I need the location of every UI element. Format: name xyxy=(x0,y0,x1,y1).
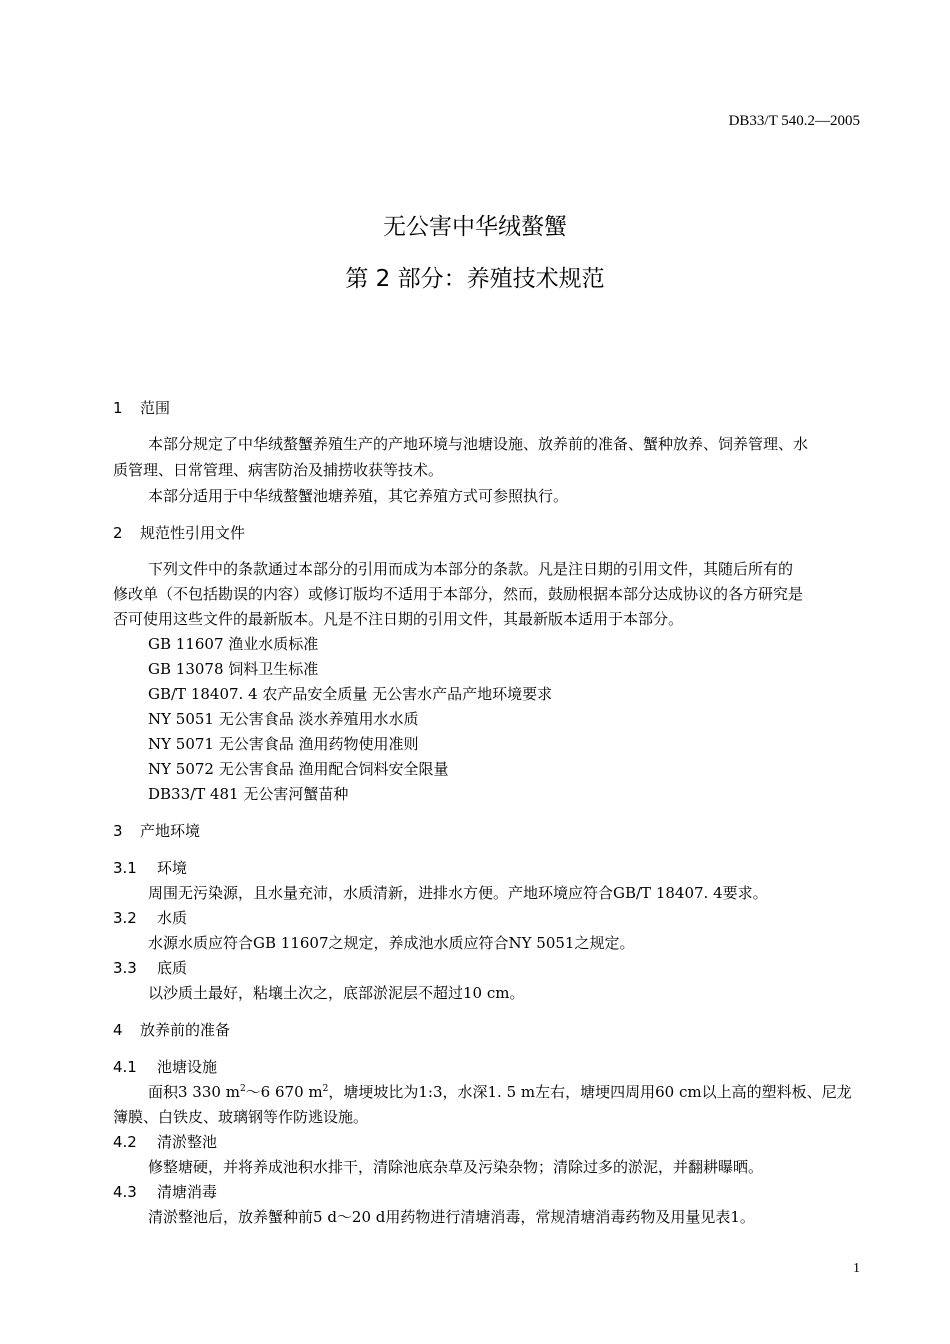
section-4-heading: 4 放养前的准备 xyxy=(113,1021,231,1039)
subsection-4-2-text: 修整塘硬，并将养成池积水排干，清除池底杂草及污染杂物；清除过多的淤泥，并翻耕曝晒。 xyxy=(148,1158,764,1176)
subsection-4-3-heading: 4.3 清塘消毒 xyxy=(113,1183,218,1201)
subsection-4-3-text: 清淤整池后，放养蟹种前5 d～20 d用药物进行清塘消毒，常规清塘消毒药物及用量见表1。 xyxy=(148,1208,755,1226)
doc-subtitle: 第 2 部分：养殖技术规范 xyxy=(345,266,605,292)
reference-item: GB 13078 饲料卫生标准 xyxy=(148,660,319,678)
s2-paragraph-line-3: 否可使用这些文件的最新版本。凡是不注日期的引用文件，其最新版本适用于本部分。 xyxy=(113,610,684,628)
subsection-3-2-text: 水源水质应符合GB 11607之规定，养成池水质应符合NY 5051之规定。 xyxy=(148,934,635,952)
reference-item: NY 5071 无公害食品 渔用药物使用准则 xyxy=(148,735,419,753)
subsection-4-1-text-line-2: 簿膜、白铁皮、玻璃钢等作防逃设施。 xyxy=(113,1108,369,1126)
reference-item: GB/T 18407. 4 农产品安全质量 无公害水产品产地环境要求 xyxy=(148,685,553,703)
s2-paragraph-line-2: 修改单（不包括勘误的内容）或修订版均不适用于本部分，然而，鼓励根据本部分达成协议的各方研究是 xyxy=(113,585,804,603)
s2-paragraph-line-1: 下列文件中的条款通过本部分的引用而成为本部分的条款。凡是注日期的引用文件，其随后所有的 xyxy=(148,560,794,578)
standard-code: DB33/T 540.2—2005 xyxy=(728,113,860,129)
s1-paragraph-1-line-2: 质管理、日常管理、病害防治及捕捞收获等技术。 xyxy=(113,461,444,479)
subsection-4-1-text-line-1: 面积3 330 $m^2\sim 6$ 670 $m^2$，塘埂坡比为1:3，水深1. 5 m左右，塘埂四周用60 cm以上高的塑料板、尼龙 xyxy=(148,1083,852,1101)
reference-item: NY 5072 无公害食品 渔用配合饲料安全限量 xyxy=(148,760,449,778)
subsection-4-1-heading: 4.1 池塘设施 xyxy=(113,1058,218,1076)
reference-item: DB33/T 481 无公害河蟹苗种 xyxy=(148,785,349,803)
section-2-heading: 2 规范性引用文件 xyxy=(113,524,246,542)
subsection-4-2-heading: 4.2 清淤整池 xyxy=(113,1133,218,1151)
doc-title: 无公害中华绒螯蟹 xyxy=(383,214,567,240)
subsection-3-1-text: 周围无污染源，且水量充沛，水质清新，进排水方便。产地环境应符合GB/T 18407. 4要求。 xyxy=(148,884,768,902)
reference-item: GB 11607 渔业水质标准 xyxy=(148,635,319,653)
s1-paragraph-2: 本部分适用于中华绒螯蟹池塘养殖，其它养殖方式可参照执行。 xyxy=(148,487,569,505)
subsection-3-2-heading: 3.2 水质 xyxy=(113,909,188,927)
subsection-3-3-text: 以沙质土最好，粘壤土次之，底部淤泥层不超过10 cm。 xyxy=(148,984,525,1002)
section-1-heading: 1 范围 xyxy=(113,399,171,417)
reference-item: NY 5051 无公害食品 淡水养殖用水水质 xyxy=(148,710,419,728)
s1-paragraph-1-line-1: 本部分规定了中华绒螯蟹养殖生产的产地环境与池塘设施、放养前的准备、蟹种放养、饲养管理、水 xyxy=(148,435,809,453)
section-3-heading: 3 产地环境 xyxy=(113,822,201,840)
page-number: 1 xyxy=(853,1261,860,1276)
subsection-3-3-heading: 3.3 底质 xyxy=(113,959,188,977)
subsection-3-1-heading: 3.1 环境 xyxy=(113,859,188,877)
